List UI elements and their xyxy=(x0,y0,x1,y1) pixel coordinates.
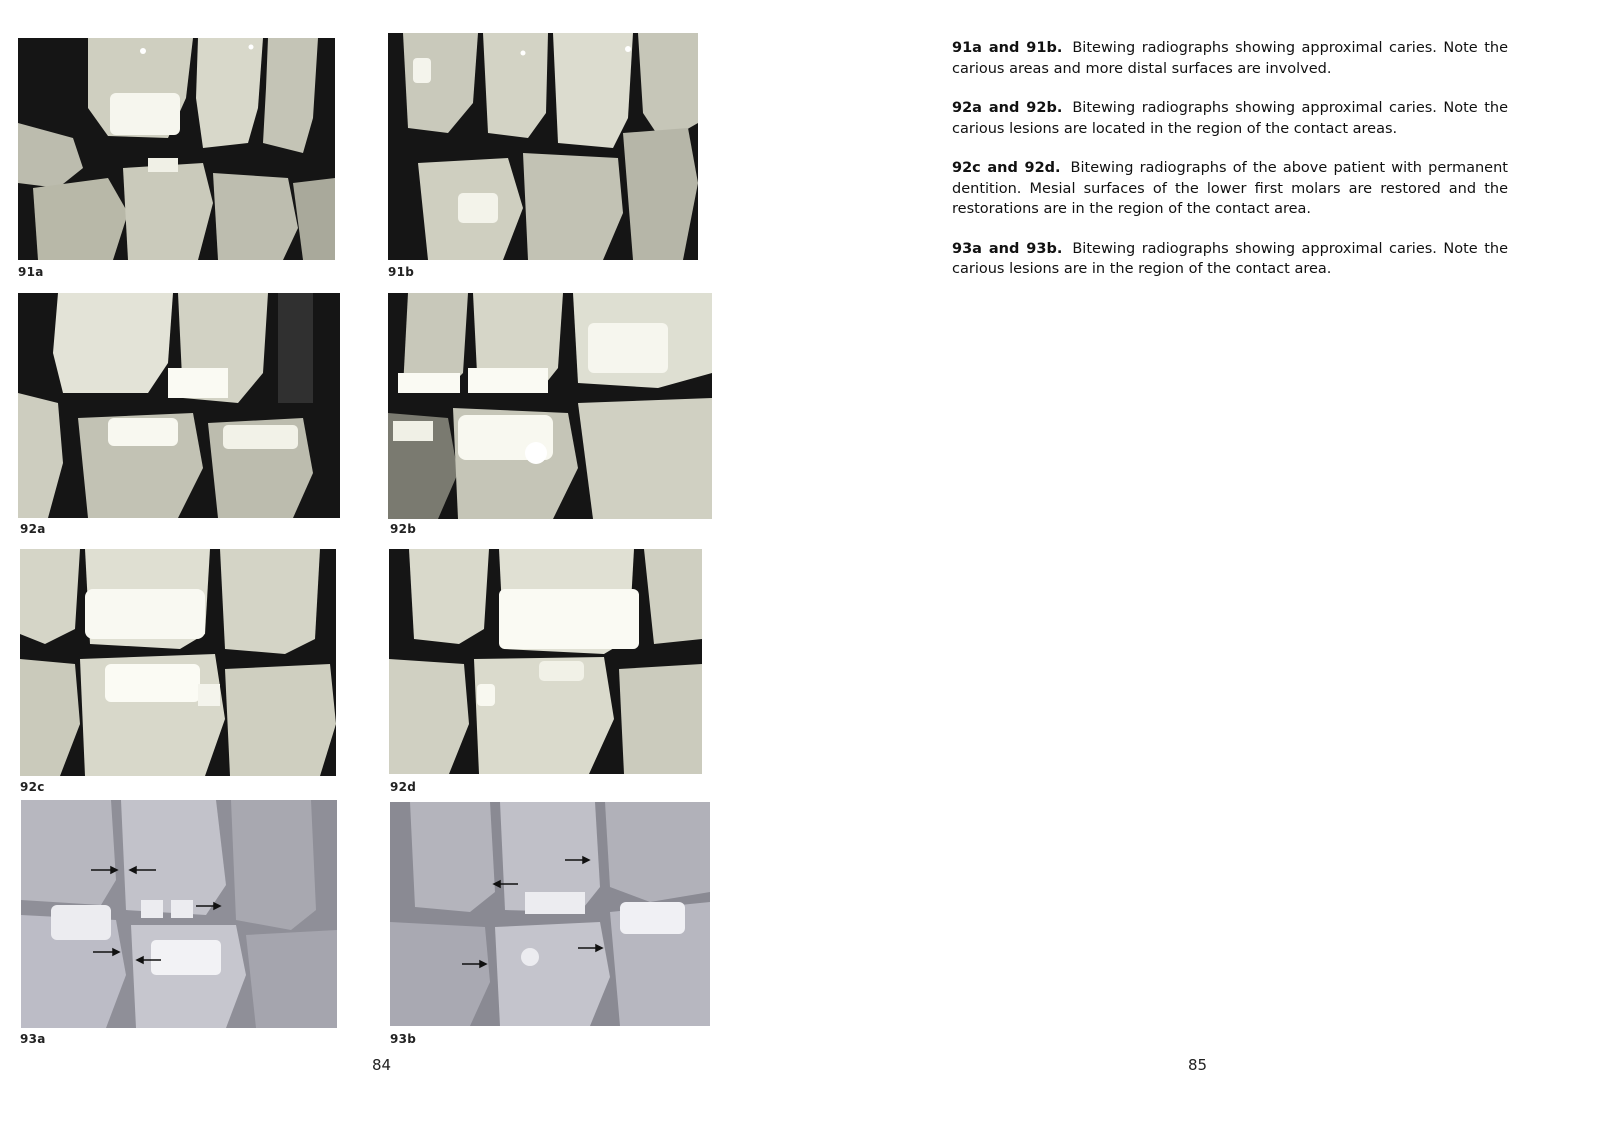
radiograph-93a-image xyxy=(21,800,337,1028)
radiograph-91a-image xyxy=(18,38,335,260)
caption-93-text: Bitewing radiographs showing approximal caries. Note the carious lesions are in the region of the contact area. xyxy=(952,240,1508,277)
figure-91b xyxy=(388,33,698,260)
figure-label-92b: 92b xyxy=(390,522,417,536)
right-page xyxy=(800,0,1604,1134)
caption-92ab-text: Bitewing radiographs showing approximal caries. Note the carious lesions are located in the region of the contact areas. xyxy=(952,100,1508,137)
caption-92cd-lead: 92c and 92d. xyxy=(952,160,1061,176)
left-page xyxy=(0,0,800,1134)
figure-label-91a: 91a xyxy=(18,265,44,279)
figure-captions xyxy=(952,38,1508,299)
figure-91a xyxy=(18,38,335,260)
figure-92a xyxy=(18,293,340,518)
figure-label-92d: 92d xyxy=(390,780,417,794)
radiograph-92b-image xyxy=(388,293,712,519)
figure-93b xyxy=(390,802,710,1026)
figure-label-93a: 93a xyxy=(20,1032,46,1046)
caption-92ab xyxy=(952,98,1508,139)
radiograph-92d-image xyxy=(389,549,702,774)
page-number-right: 85 xyxy=(1188,1056,1208,1074)
page-number-left: 84 xyxy=(372,1056,392,1074)
caption-91-text: Bitewing radiographs showing approximal caries. Note the carious areas and more distal surfaces are involved. xyxy=(952,40,1508,77)
figure-label-92a: 92a xyxy=(20,522,46,536)
caption-91-lead: 91a and 91b. xyxy=(952,40,1063,56)
caption-93 xyxy=(952,239,1508,280)
caption-92cd xyxy=(952,158,1508,220)
radiograph-91b-image xyxy=(388,33,698,260)
caption-93-lead: 93a and 93b. xyxy=(952,240,1063,257)
figure-label-92c: 92c xyxy=(20,780,45,794)
caption-92cd-text: Bitewing radiographs of the above patient with permanent dentition. Mesial surfaces of the lower first molars are restored and the restorations are in the region of the contact area. xyxy=(952,160,1508,217)
caption-91 xyxy=(952,38,1508,79)
figure-92d xyxy=(389,549,702,774)
radiograph-92a-image xyxy=(18,293,340,518)
radiograph-92c-image xyxy=(20,549,336,776)
figure-label-91b: 91b xyxy=(388,265,415,279)
caption-92ab-lead: 92a and 92b. xyxy=(952,100,1063,116)
radiograph-93b-image xyxy=(390,802,710,1026)
figure-label-93b: 93b xyxy=(390,1032,417,1046)
figure-93a xyxy=(21,800,337,1028)
figure-92c xyxy=(20,549,336,776)
figure-92b xyxy=(388,293,712,519)
